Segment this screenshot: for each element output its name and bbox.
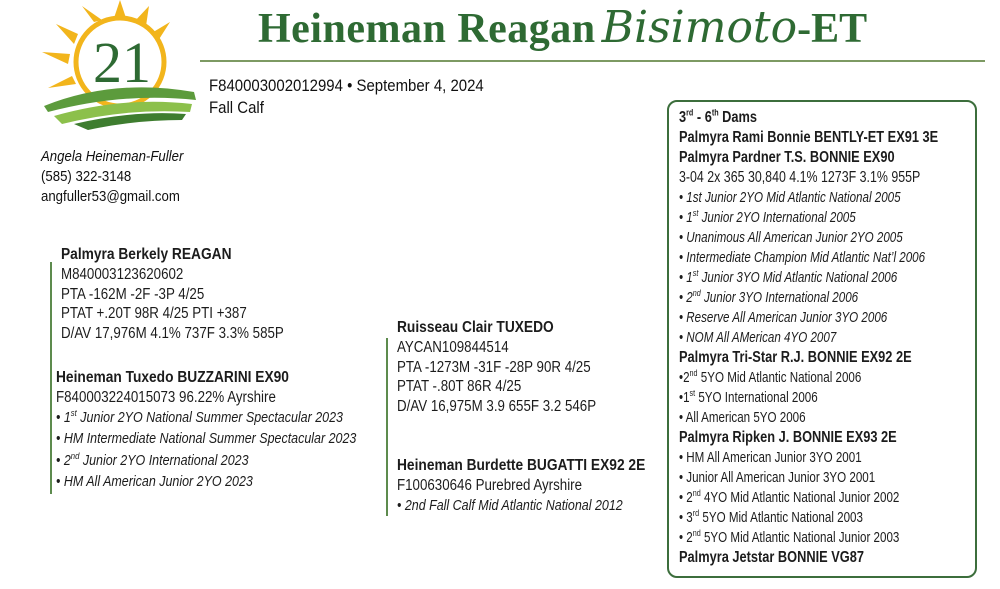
pedigree-line-left [50,262,52,494]
dam-4-bullet: • Unanimous All American Junior 2YO 2005 [679,229,903,246]
sire-line: D/AV 17,976M 4.1% 737F 3.3% 585P [61,324,284,342]
sire-name: Palmyra Berkely REAGAN [61,246,232,263]
dam-4-bullet: • 1st Junior 2YO International 2005 [679,207,856,226]
dam-5: Palmyra Tri-Star R.J. BONNIE EX92 2E [679,348,912,366]
mgs-line: PTA -1273M -31F -28P 90R 4/25 [397,358,591,376]
sire-block [61,245,284,343]
title-divider [200,60,985,62]
contact-phone: (585) 322-3148 [41,168,132,185]
farm-logo [34,0,199,130]
dam-4-bullet: • Reserve All American Junior 3YO 2006 [679,309,888,326]
pedigree-line-middle [386,338,388,516]
dam-6-bullet: • 3rd 5YO Mid Atlantic National 2003 [679,507,863,526]
dam-line: F840003224015073 96.22% Ayrshire [56,389,276,406]
dam-block [56,368,356,494]
dam-6-bullet: • 2nd 5YO Mid Atlantic National Junior 2003 [679,527,900,546]
dam-bullet: • HM Intermediate National Summer Spectacular 2023 [56,431,357,447]
dam-6: Palmyra Ripken J. BONNIE EX93 2E [679,428,897,446]
contact-email[interactable]: angfuller53@gmail.com [41,188,180,205]
contact-name: Angela Heineman-Fuller [41,148,184,165]
title-main: Heineman Reagan [258,6,596,52]
dam-5-bullet: •1st 5YO International 2006 [679,387,818,406]
dams-heading: 3rd - 6th Dams [679,107,758,126]
granddam-bullet: • 2nd Fall Calf Mid Atlantic National 2012 [397,497,623,514]
dam-bullet: • 2nd Junior 2YO International 2023 [56,450,249,469]
mgs-line: AYCAN109844514 [397,339,509,356]
dam-5-bullet: •2nd 5YO Mid Atlantic National 2006 [679,367,862,386]
dams-list [679,108,938,568]
granddam-block [397,456,645,517]
dam-name: Heineman Tuxedo BUZZARINI EX90 [56,369,289,386]
dam-5-bullet: • All American 5YO 2006 [679,409,806,426]
mgs-name: Ruisseau Clair TUXEDO [397,319,554,336]
dam-bullet: • HM All American Junior 2YO 2023 [56,474,253,490]
title-script: Bisimoto [601,2,798,53]
sire-line: M840003123620602 [61,266,184,283]
logo-number: 21 [93,30,151,95]
granddam-name: Heineman Burdette BUGATTI EX92 2E [397,457,646,474]
mgs-line: D/AV 16,975M 3.9 655F 3.2 546P [397,397,597,415]
dam-4-bullet: • 2nd Junior 3YO International 2006 [679,287,859,306]
title-suffix: -ET [797,6,868,52]
dam-4: Palmyra Pardner T.S. BONNIE EX90 [679,149,895,166]
sire-line: PTA -162M -2F -3P 4/25 [61,285,205,303]
dam-4-record: 3-04 2x 365 30,840 4.1% 1273F 3.1% 955P [679,169,921,186]
dam-6-bullet: • HM All American Junior 3YO 2001 [679,449,862,466]
dam-4-bullet: • 1st Junior 2YO Mid Atlantic National 2005 [679,189,901,206]
dam-6-bullet: • 2nd 4YO Mid Atlantic National Junior 2002 [679,487,900,506]
animal-class: Fall Calf [209,98,264,117]
dam-bullet: • 1st Junior 2YO National Summer Spectacular 2023 [56,407,343,426]
registration-date: F840003002012994 • September 4, 2024 [209,76,484,95]
sire-line: PTAT +.20T 98R 4/25 PTI +387 [61,305,247,322]
dam-7: Palmyra Jetstar BONNIE VG87 [679,548,864,566]
contact-block [41,147,183,207]
dam-4-bullet: • 1st Junior 3YO Mid Atlantic National 2006 [679,267,898,286]
dam-3: Palmyra Rami Bonnie BENTLY-ET EX91 3E [679,129,939,146]
mgs-block [397,318,596,416]
dam-4-bullet: • NOM All AMerican 4YO 2007 [679,329,837,346]
mgs-line: PTAT -.80T 86R 4/25 [397,378,522,395]
dam-6-bullet: • Junior All American Junior 3YO 2001 [679,469,876,486]
page-title [258,2,867,54]
granddam-line: F100630646 Purebred Ayrshire [397,477,583,494]
dam-4-bullet: • Intermediate Champion Mid Atlantic Nat’l 2006 [679,249,926,266]
